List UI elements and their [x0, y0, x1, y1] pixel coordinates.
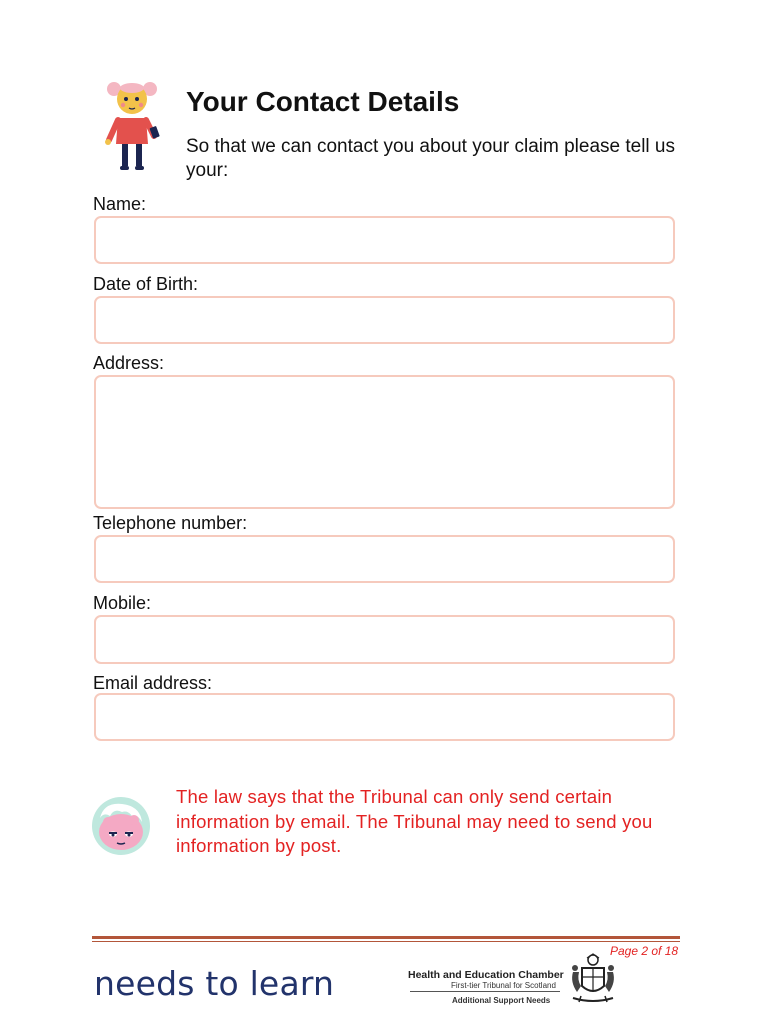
chamber-name: Health and Education Chamber [408, 969, 564, 981]
email-field[interactable] [94, 693, 675, 741]
email-notice: The law says that the Tribunal can only send certain information by email. The Tribunal may need to send you information by post. [176, 786, 653, 856]
royal-crest-icon [565, 952, 621, 1006]
logo-divider [410, 991, 560, 992]
date-of-birth-field[interactable] [94, 296, 675, 344]
intro-text: So that we can contact you about your claim please tell us your: [186, 136, 675, 181]
telephone-label: Telephone number: [93, 513, 248, 533]
telephone-field[interactable] [94, 535, 675, 583]
mobile-field[interactable] [94, 615, 675, 664]
brand-wordmark: needs to learn [94, 964, 335, 1003]
page-number: Page 2 of 18 [610, 944, 679, 958]
footer-rule [92, 936, 680, 939]
jurisdiction-name: Additional Support Needs [452, 996, 551, 1005]
address-field[interactable] [94, 375, 675, 509]
girl-character-icon [100, 78, 164, 174]
name-label: Name: [93, 194, 147, 214]
date-of-birth-label: Date of Birth: [93, 274, 199, 294]
page-title: Your Contact Details [186, 86, 460, 117]
character-face-icon [88, 796, 154, 856]
name-field[interactable] [94, 216, 675, 264]
email-label: Email address: [93, 673, 213, 693]
mobile-label: Mobile: [93, 593, 152, 613]
tribunal-name: First-tier Tribunal for Scotland [451, 981, 556, 990]
address-label: Address: [93, 353, 165, 373]
footer-rule-thin [92, 941, 680, 942]
